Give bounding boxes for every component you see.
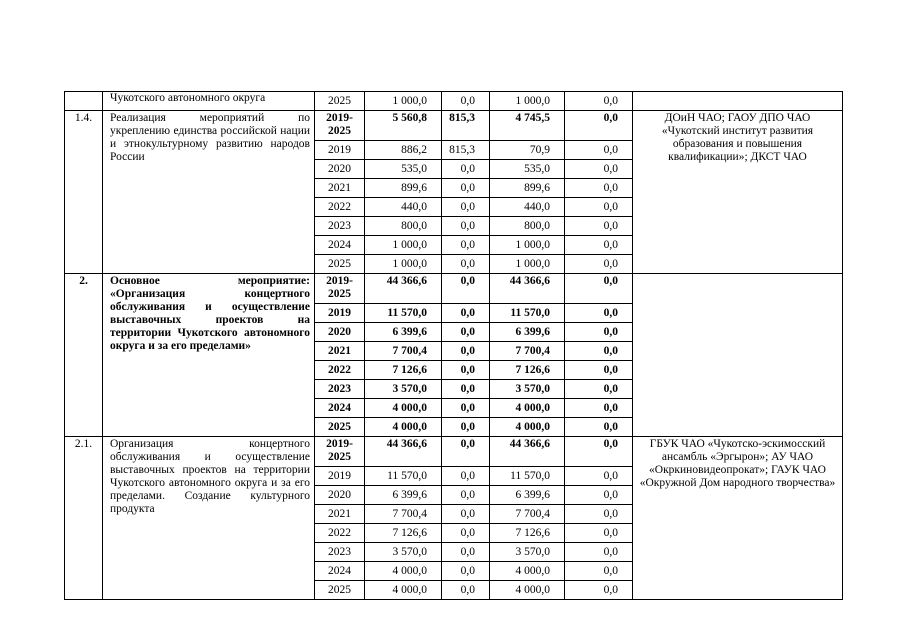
year-cell: 2022 [315,361,365,380]
regional-cell: 11 570,0 [490,467,565,486]
year-cell: 2021 [315,342,365,361]
total-cell: 1 000,0 [365,92,442,111]
other-cell: 0,0 [565,274,633,304]
index-cell [65,92,103,111]
total-cell: 7 126,6 [365,524,442,543]
federal-cell: 0,0 [442,304,490,323]
year-cell: 2025 [315,581,365,600]
year-cell: 2025 [315,255,365,274]
federal-cell: 0,0 [442,399,490,418]
other-cell: 0,0 [565,418,633,437]
document-page [64,91,842,600]
federal-cell: 0,0 [442,505,490,524]
regional-cell: 1 000,0 [490,255,565,274]
total-cell: 44 366,6 [365,437,442,467]
regional-cell: 7 700,4 [490,342,565,361]
federal-cell: 0,0 [442,581,490,600]
executor-cell: ДОиН ЧАО; ГАОУ ДПО ЧАО «Чукотский институт развития образования и повышения квалификации»; ДКСТ ЧАО [633,111,843,274]
other-cell: 0,0 [565,141,633,160]
other-cell: 0,0 [565,361,633,380]
federal-cell: 0,0 [442,486,490,505]
total-cell: 440,0 [365,198,442,217]
other-cell: 0,0 [565,543,633,562]
year-cell: 2023 [315,380,365,399]
regional-cell: 535,0 [490,160,565,179]
other-cell: 0,0 [565,581,633,600]
federal-cell: 815,3 [442,141,490,160]
total-cell: 11 570,0 [365,467,442,486]
other-cell: 0,0 [565,160,633,179]
regional-cell: 4 000,0 [490,581,565,600]
funding-table [64,91,843,600]
regional-cell: 4 000,0 [490,418,565,437]
executor-cell [633,92,843,111]
year-cell: 2019-2025 [315,274,365,304]
year-cell: 2020 [315,486,365,505]
total-cell: 6 399,6 [365,323,442,342]
federal-cell: 0,0 [442,467,490,486]
federal-cell: 0,0 [442,380,490,399]
year-cell: 2025 [315,418,365,437]
year-cell: 2019 [315,304,365,323]
year-cell: 2024 [315,399,365,418]
regional-cell: 7 700,4 [490,505,565,524]
regional-cell: 1 000,0 [490,92,565,111]
federal-cell: 0,0 [442,524,490,543]
other-cell: 0,0 [565,486,633,505]
regional-cell: 44 366,6 [490,274,565,304]
regional-cell: 6 399,6 [490,486,565,505]
total-cell: 3 570,0 [365,543,442,562]
other-cell: 0,0 [565,380,633,399]
table-row [65,92,843,111]
federal-cell: 0,0 [442,323,490,342]
federal-cell: 0,0 [442,160,490,179]
description-cell: Реализация мероприятий по укреплению единства российской нации и этнокультурному развитию народов России [103,111,315,274]
other-cell: 0,0 [565,437,633,467]
year-cell: 2020 [315,160,365,179]
regional-cell: 6 399,6 [490,323,565,342]
year-cell: 2024 [315,562,365,581]
total-cell: 4 000,0 [365,581,442,600]
federal-cell: 0,0 [442,198,490,217]
table-row [65,274,843,304]
other-cell: 0,0 [565,505,633,524]
total-cell: 886,2 [365,141,442,160]
total-cell: 44 366,6 [365,274,442,304]
other-cell: 0,0 [565,467,633,486]
federal-cell: 0,0 [442,437,490,467]
federal-cell: 0,0 [442,217,490,236]
description-cell: Организация концертного обслуживания и осуществление выставочных проектов на территории Чукотского автономного округа и за его пределами. Создание культурного продукта [103,437,315,600]
total-cell: 800,0 [365,217,442,236]
other-cell: 0,0 [565,236,633,255]
total-cell: 4 000,0 [365,399,442,418]
year-cell: 2023 [315,217,365,236]
regional-cell: 4 000,0 [490,562,565,581]
regional-cell: 800,0 [490,217,565,236]
description-cell: Основное мероприятие: «Организация концертного обслуживания и осуществление выставочных проектов на территории Чукотского автономного округа и за его пределами» [103,274,315,437]
other-cell: 0,0 [565,198,633,217]
other-cell: 0,0 [565,111,633,141]
year-cell: 2019-2025 [315,111,365,141]
year-cell: 2022 [315,198,365,217]
total-cell: 899,6 [365,179,442,198]
other-cell: 0,0 [565,92,633,111]
regional-cell: 4 000,0 [490,399,565,418]
total-cell: 1 000,0 [365,236,442,255]
year-cell: 2023 [315,543,365,562]
regional-cell: 7 126,6 [490,361,565,380]
year-cell: 2019-2025 [315,437,365,467]
regional-cell: 70,9 [490,141,565,160]
federal-cell: 0,0 [442,543,490,562]
year-cell: 2021 [315,179,365,198]
year-cell: 2019 [315,141,365,160]
table-row [65,111,843,141]
regional-cell: 44 366,6 [490,437,565,467]
regional-cell: 4 745,5 [490,111,565,141]
federal-cell: 0,0 [442,361,490,380]
total-cell: 1 000,0 [365,255,442,274]
total-cell: 11 570,0 [365,304,442,323]
regional-cell: 11 570,0 [490,304,565,323]
federal-cell: 0,0 [442,255,490,274]
federal-cell: 0,0 [442,418,490,437]
regional-cell: 1 000,0 [490,236,565,255]
regional-cell: 7 126,6 [490,524,565,543]
federal-cell: 0,0 [442,92,490,111]
regional-cell: 440,0 [490,198,565,217]
table-row [65,437,843,467]
total-cell: 3 570,0 [365,380,442,399]
federal-cell: 0,0 [442,179,490,198]
year-cell: 2019 [315,467,365,486]
year-cell: 2020 [315,323,365,342]
total-cell: 4 000,0 [365,418,442,437]
other-cell: 0,0 [565,524,633,543]
total-cell: 7 700,4 [365,342,442,361]
federal-cell: 0,0 [442,342,490,361]
total-cell: 7 126,6 [365,361,442,380]
other-cell: 0,0 [565,217,633,236]
index-cell: 1.4. [65,111,103,274]
total-cell: 535,0 [365,160,442,179]
other-cell: 0,0 [565,255,633,274]
other-cell: 0,0 [565,342,633,361]
executor-cell: ГБУК ЧАО «Чукотско-эскимосский ансамбль «Эргырон»; АУ ЧАО «Окркиновидеопрокат»; ГАУК ЧАО «Окружной Дом народного творчества» [633,437,843,600]
regional-cell: 3 570,0 [490,380,565,399]
other-cell: 0,0 [565,562,633,581]
regional-cell: 899,6 [490,179,565,198]
other-cell: 0,0 [565,179,633,198]
federal-cell: 0,0 [442,236,490,255]
federal-cell: 815,3 [442,111,490,141]
year-cell: 2021 [315,505,365,524]
other-cell: 0,0 [565,399,633,418]
description-cell: Чукотского автономного округа [103,92,315,111]
federal-cell: 0,0 [442,562,490,581]
federal-cell: 0,0 [442,274,490,304]
other-cell: 0,0 [565,323,633,342]
total-cell: 7 700,4 [365,505,442,524]
year-cell: 2025 [315,92,365,111]
index-cell: 2.1. [65,437,103,600]
year-cell: 2022 [315,524,365,543]
total-cell: 4 000,0 [365,562,442,581]
executor-cell [633,274,843,437]
year-cell: 2024 [315,236,365,255]
index-cell: 2. [65,274,103,437]
regional-cell: 3 570,0 [490,543,565,562]
total-cell: 5 560,8 [365,111,442,141]
total-cell: 6 399,6 [365,486,442,505]
other-cell: 0,0 [565,304,633,323]
